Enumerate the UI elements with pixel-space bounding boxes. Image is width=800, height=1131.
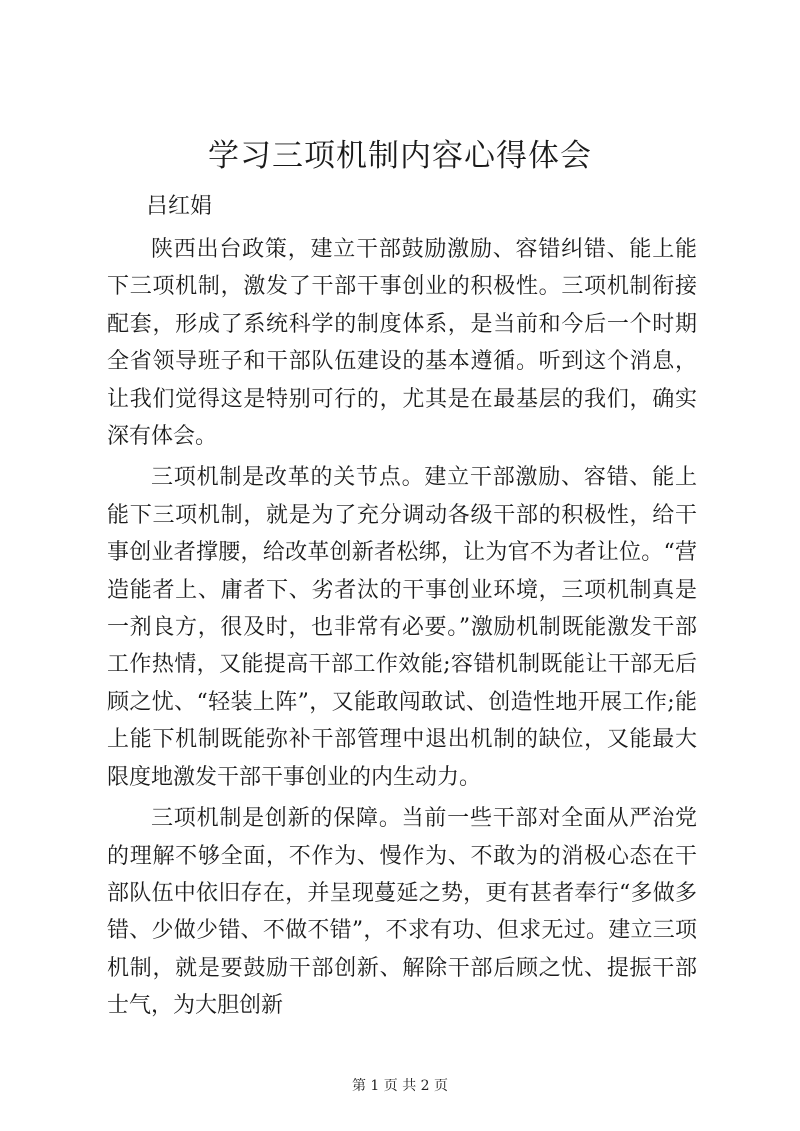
paragraph: 三项机制是创新的保障。当前一些干部对全面从严治党的理解不够全面，不作为、慢作为、不敢为的消极心态在干部队伍中依旧存在，并呈现蔓延之势，更有甚者奉行“多做多错、少做少错、不做不错”，不求有功、但求无过。建立三项机制，就是要鼓励干部创新、解除干部后顾之忧、提振干部士气，为大胆创新	[107, 806, 697, 1019]
paragraph: 陕西出台政策，建立干部鼓励激励、容错纠错、能上能下三项机制，激发了干部干事创业的积极性。三项机制衔接配套，形成了系统科学的制度体系，是当前和今后一个时期全省领导班子和干部队伍建设的基本遵循。听到这个消息，让我们觉得这是特别可行的，尤其是在最基层的我们，确实深有体会。	[107, 237, 697, 450]
paragraph: 三项机制是改革的关节点。建立干部激励、容错、能上能下三项机制，就是为了充分调动各级干部的积极性，给干事创业者撑腰，给改革创新者松绑，让为官不为者让位。“营造能者上、庸者下、劣者汰的干事创业环境，三项机制真是一剂良方，很及时，也非常有必要。”激励机制既能激发干部工作热情，又能提高干部工作效能;容错机制既能让干部无后顾之忧、“轻装上阵”，又能敢闯敢试、创造性地开展工作;能上能下机制既能弥补干部管理中退出机制的缺位，又能最大限度地激发干部干事创业的内生动力。	[107, 465, 697, 790]
document-body	[107, 231, 697, 1029]
page-footer: 第 1 页 共 2 页	[351, 1078, 449, 1094]
document-title: 学习三项机制内容心得体会	[208, 138, 592, 174]
author-name: 吕红娟	[146, 194, 213, 219]
